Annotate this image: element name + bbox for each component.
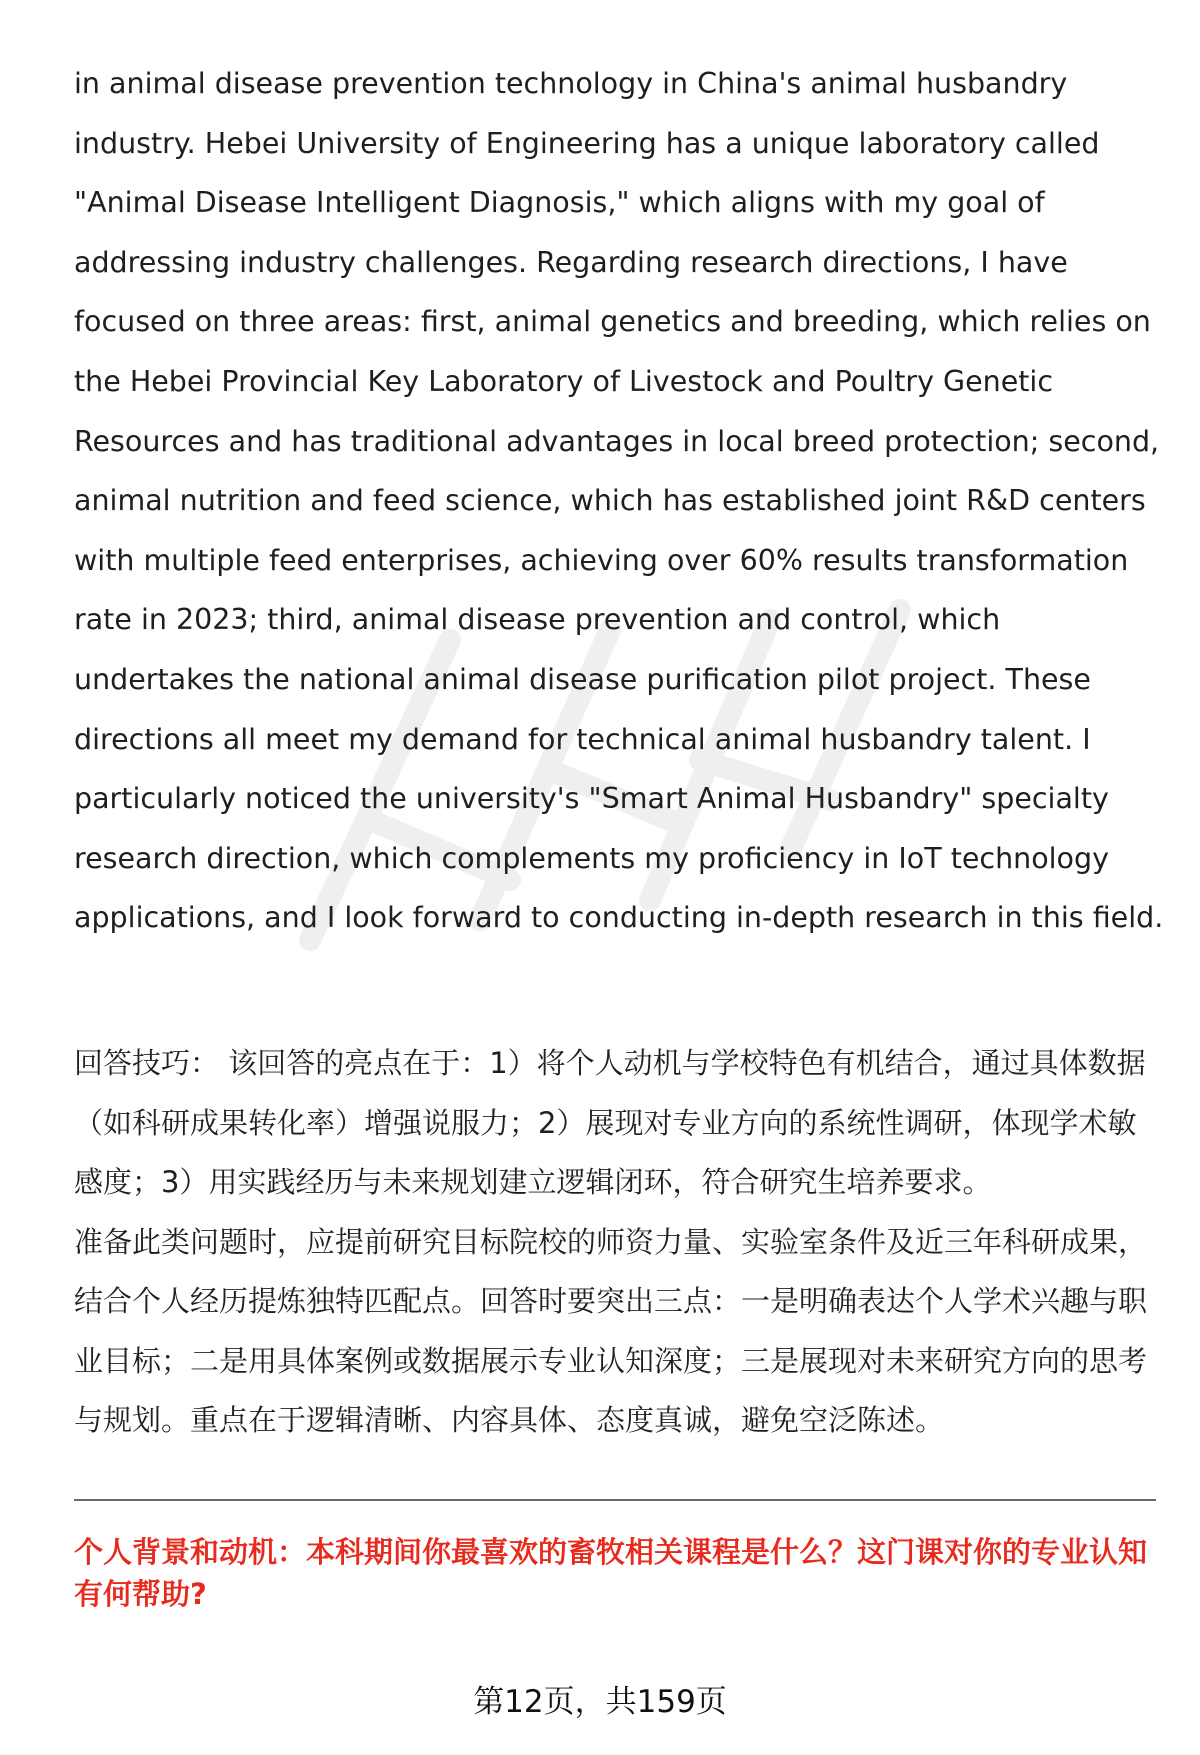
section-divider (74, 1499, 1156, 1501)
answer-tips-section (74, 1034, 1154, 1451)
answer-paragraph: in animal disease prevention technology in China's animal husbandry industry. Hebei University of Engineering has a unique laboratory called "Animal Disease Intelligent Diagnosis," which aligns with my goal of addressing industry challenges. Regarding research directions, I have focused on three areas: first, animal genetics and breeding, which relies on the Hebei Provincial Key Laboratory of Livestock and Poultry Genetic Resources and has traditional advantages in local breed protection; second, animal nutrition and feed science, which has established joint R&D centers with multiple feed enterprises, achieving over 60% results transformation rate in 2023; third, animal disease prevention and control, which undertakes the national animal disease purification pilot project. These directions all meet my demand for technical animal husbandry talent. I particularly noticed the university's "Smart Animal Husbandry" specialty research direction, which complements my proficiency in IoT technology applications, and I look forward to conducting in-depth research in this field. (74, 67, 1164, 935)
next-question-heading: 个人背景和动机：本科期间你最喜欢的畜牧相关课程是什么？这门课对你的专业认知有何帮助? (74, 1535, 1148, 1611)
tips-paragraph-highlights: 回答技巧： 该回答的亮点在于：1）将个人动机与学校特色有机结合，通过具体数据（如科研成果转化率）增强说服力；2）展现对专业方向的系统性调研，体现学术敏感度；3）用实践经历与未来规划建立逻辑闭环，符合研究生培养要求。 (74, 1046, 1146, 1199)
page-number-footer: 第12页，共159页 (473, 1684, 727, 1720)
tips-paragraph-preparation: 准备此类问题时，应提前研究目标院校的师资力量、实验室条件及近三年科研成果，结合个人经历提炼独特匹配点。回答时要突出三点：一是明确表达个人学术兴趣与职业目标；二是用具体案例或数据展示专业认知深度；三是展现对未来研究方向的思考与规划。重点在于逻辑清晰、内容具体、态度真诚，避免空泛陈述。 (74, 1224, 1148, 1437)
